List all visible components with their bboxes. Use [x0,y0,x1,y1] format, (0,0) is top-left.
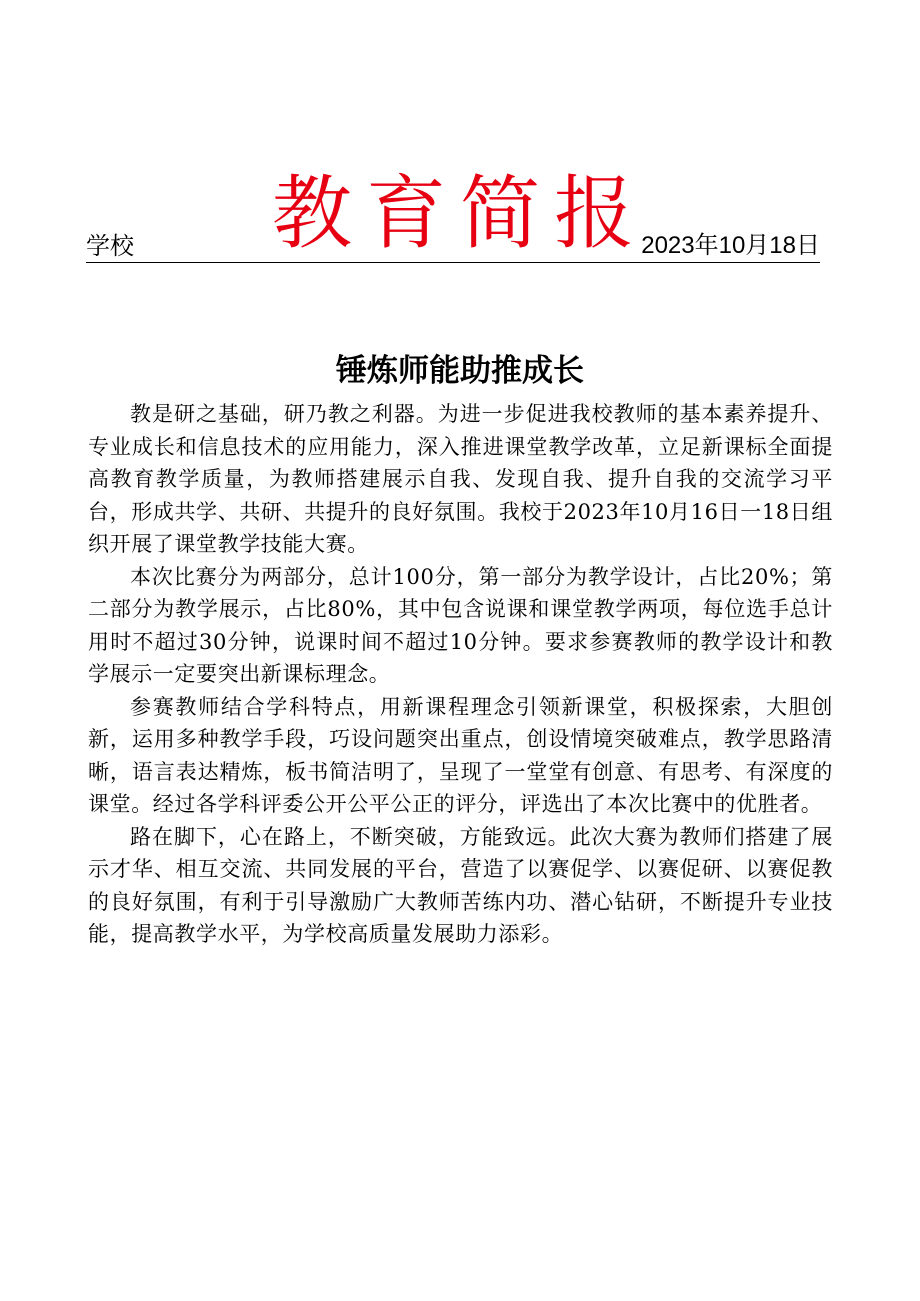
issue-date: 2023年10月18日 [641,232,820,259]
article-paragraph: 教是研之基础，研乃教之利器。为进一步促进我校教师的基本素养提升、专业成长和信息技术的应用能力，深入推进课堂教学改革，立足新课标全面提高教育教学质量，为教师搭建展示自我、发现自我、提升自我的交流学习平台，形成共学、共研、共提升的良好氛围。我校于2023年10月16日一18日组织开展了课堂教学技能大赛。 [88,402,833,556]
header-info-line [86,232,820,263]
article-title: 锤炼师能助推成长 [336,352,584,389]
masthead-title: 教育简报 [272,166,648,260]
school-label: 学校 [86,232,134,260]
article-body [88,398,833,951]
article-paragraph: 参赛教师结合学科特点，用新课程理念引领新课堂，积极探索，大胆创新，运用多种教学手段，巧设问题突出重点，创设情境突破难点，教学思路清晰，语言表达精炼，板书简洁明了，呈现了一堂堂有创意、有思考、有深度的课堂。经过各学科评委公开公平公正的评分，评选出了本次比赛中的优胜者。 [88,694,833,816]
article-paragraph: 本次比赛分为两部分，总计100分，第一部分为教学设计，占比20%；第二部分为教学展示，占比80%，其中包含说课和课堂教学两项，每位选手总计用时不超过30分钟，说课时间不超过10分钟。要求参赛教师的教学设计和教学展示一定要突出新课标理念。 [88,564,833,686]
article-paragraph: 路在脚下，心在路上，不断突破，方能致远。此次大赛为教师们搭建了展示才华、相互交流、共同发展的平台，营造了以赛促学、以赛促研、以赛促教的良好氛围，有利于引导激励广大教师苦练内功、潜心钻研，不断提升专业技能，提高教学水平，为学校高质量发展助力添彩。 [88,824,833,946]
